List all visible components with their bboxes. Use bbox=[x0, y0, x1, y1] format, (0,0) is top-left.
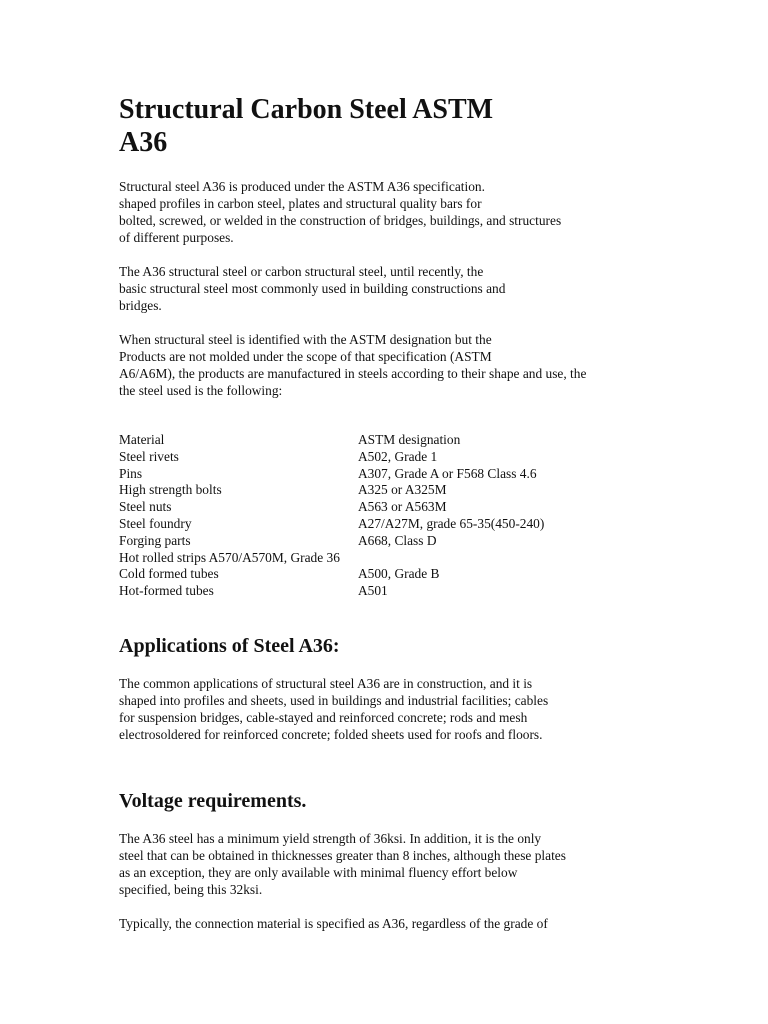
text-line: The common applications of structural steel A36 are in construction, and it is bbox=[119, 675, 533, 691]
applications-heading: Applications of Steel A36: bbox=[119, 634, 340, 657]
table-cell: A563 or A563M bbox=[358, 499, 447, 515]
table-cell: Steel rivets bbox=[119, 448, 179, 464]
table-cell: A668, Class D bbox=[358, 532, 437, 548]
table-cell: A502, Grade 1 bbox=[358, 448, 438, 464]
table-cell: Forging parts bbox=[119, 532, 191, 548]
table-cell: A325 or A325M bbox=[358, 482, 447, 498]
table-cell: A27/A27M, grade 65-35(450-240) bbox=[358, 515, 545, 531]
table-row bbox=[119, 550, 659, 567]
table-cell: High strength bolts bbox=[119, 482, 222, 498]
page-title bbox=[119, 93, 549, 159]
intro-paragraph-3 bbox=[119, 331, 659, 399]
text-line: The A36 structural steel or carbon structural steel, until recently, the bbox=[119, 264, 484, 279]
text-line: shaped profiles in carbon steel, plates and structural quality bars for bbox=[119, 196, 482, 211]
table-row bbox=[119, 499, 659, 516]
text-line: shaped into profiles and sheets, used in buildings and industrial facilities; cables bbox=[119, 692, 549, 708]
text-line: electrosoldered for reinforced concrete; folded sheets used for roofs and floors. bbox=[119, 726, 543, 742]
table-header-row bbox=[119, 432, 659, 449]
text-line: specified, being this 32ksi. bbox=[119, 881, 263, 897]
text-line: bolted, screwed, or welded in the construction of bridges, buildings, and structures bbox=[119, 213, 562, 228]
table-row bbox=[119, 449, 659, 466]
text-line: for suspension bridges, cable-stayed and reinforced concrete; rods and mesh bbox=[119, 709, 528, 725]
table-row bbox=[119, 466, 659, 483]
text-line: of different purposes. bbox=[119, 230, 234, 245]
title-line: A36 bbox=[119, 127, 168, 158]
text-line: as an exception, they are only available with minimal fluency effort below bbox=[119, 864, 518, 880]
table-row bbox=[119, 533, 659, 550]
table-cell: A307, Grade A or F568 Class 4.6 bbox=[358, 465, 537, 481]
voltage-paragraph-2 bbox=[119, 915, 659, 932]
table-row bbox=[119, 516, 659, 533]
table-cell: Steel nuts bbox=[119, 499, 172, 515]
document-page bbox=[119, 93, 659, 932]
table-row bbox=[119, 482, 659, 499]
table-cell: A501 bbox=[358, 583, 388, 599]
voltage-heading: Voltage requirements. bbox=[119, 789, 307, 812]
intro-paragraph-2 bbox=[119, 263, 659, 314]
text-line: Structural steel A36 is produced under the ASTM A36 specification. bbox=[119, 179, 485, 194]
text-line: bridges. bbox=[119, 298, 162, 313]
table-cell: Hot rolled strips A570/A570M, Grade 36 bbox=[119, 549, 340, 565]
text-line: Products are not molded under the scope of that specification (ASTM bbox=[119, 349, 492, 364]
voltage-paragraph-1 bbox=[119, 830, 659, 898]
text-line: basic structural steel most commonly used in building constructions and bbox=[119, 281, 506, 296]
table-cell: Pins bbox=[119, 465, 143, 481]
intro-paragraph-1 bbox=[119, 178, 659, 246]
table-cell: Steel foundry bbox=[119, 515, 192, 531]
text-line: The A36 steel has a minimum yield strength of 36ksi. In addition, it is the only bbox=[119, 830, 542, 846]
table-cell: Cold formed tubes bbox=[119, 566, 219, 582]
table-header-material: Material bbox=[119, 432, 165, 447]
table-row bbox=[119, 566, 659, 583]
astm-designation-table bbox=[119, 432, 659, 600]
text-line: Typically, the connection material is specified as A36, regardless of the grade of bbox=[119, 915, 548, 931]
applications-paragraph bbox=[119, 675, 659, 743]
table-cell: A500, Grade B bbox=[358, 566, 440, 582]
table-cell: Hot-formed tubes bbox=[119, 583, 214, 599]
text-line: steel that can be obtained in thicknesses greater than 8 inches, although these plates bbox=[119, 847, 566, 863]
text-line: A6/A6M), the products are manufactured in steels according to their shape and use, the bbox=[119, 366, 587, 381]
text-line: the steel used is the following: bbox=[119, 383, 283, 398]
title-line: Structural Carbon Steel ASTM bbox=[119, 94, 494, 125]
text-line: When structural steel is identified with the ASTM designation but the bbox=[119, 332, 492, 347]
table-row bbox=[119, 583, 659, 600]
table-header-designation: ASTM designation bbox=[358, 432, 461, 447]
